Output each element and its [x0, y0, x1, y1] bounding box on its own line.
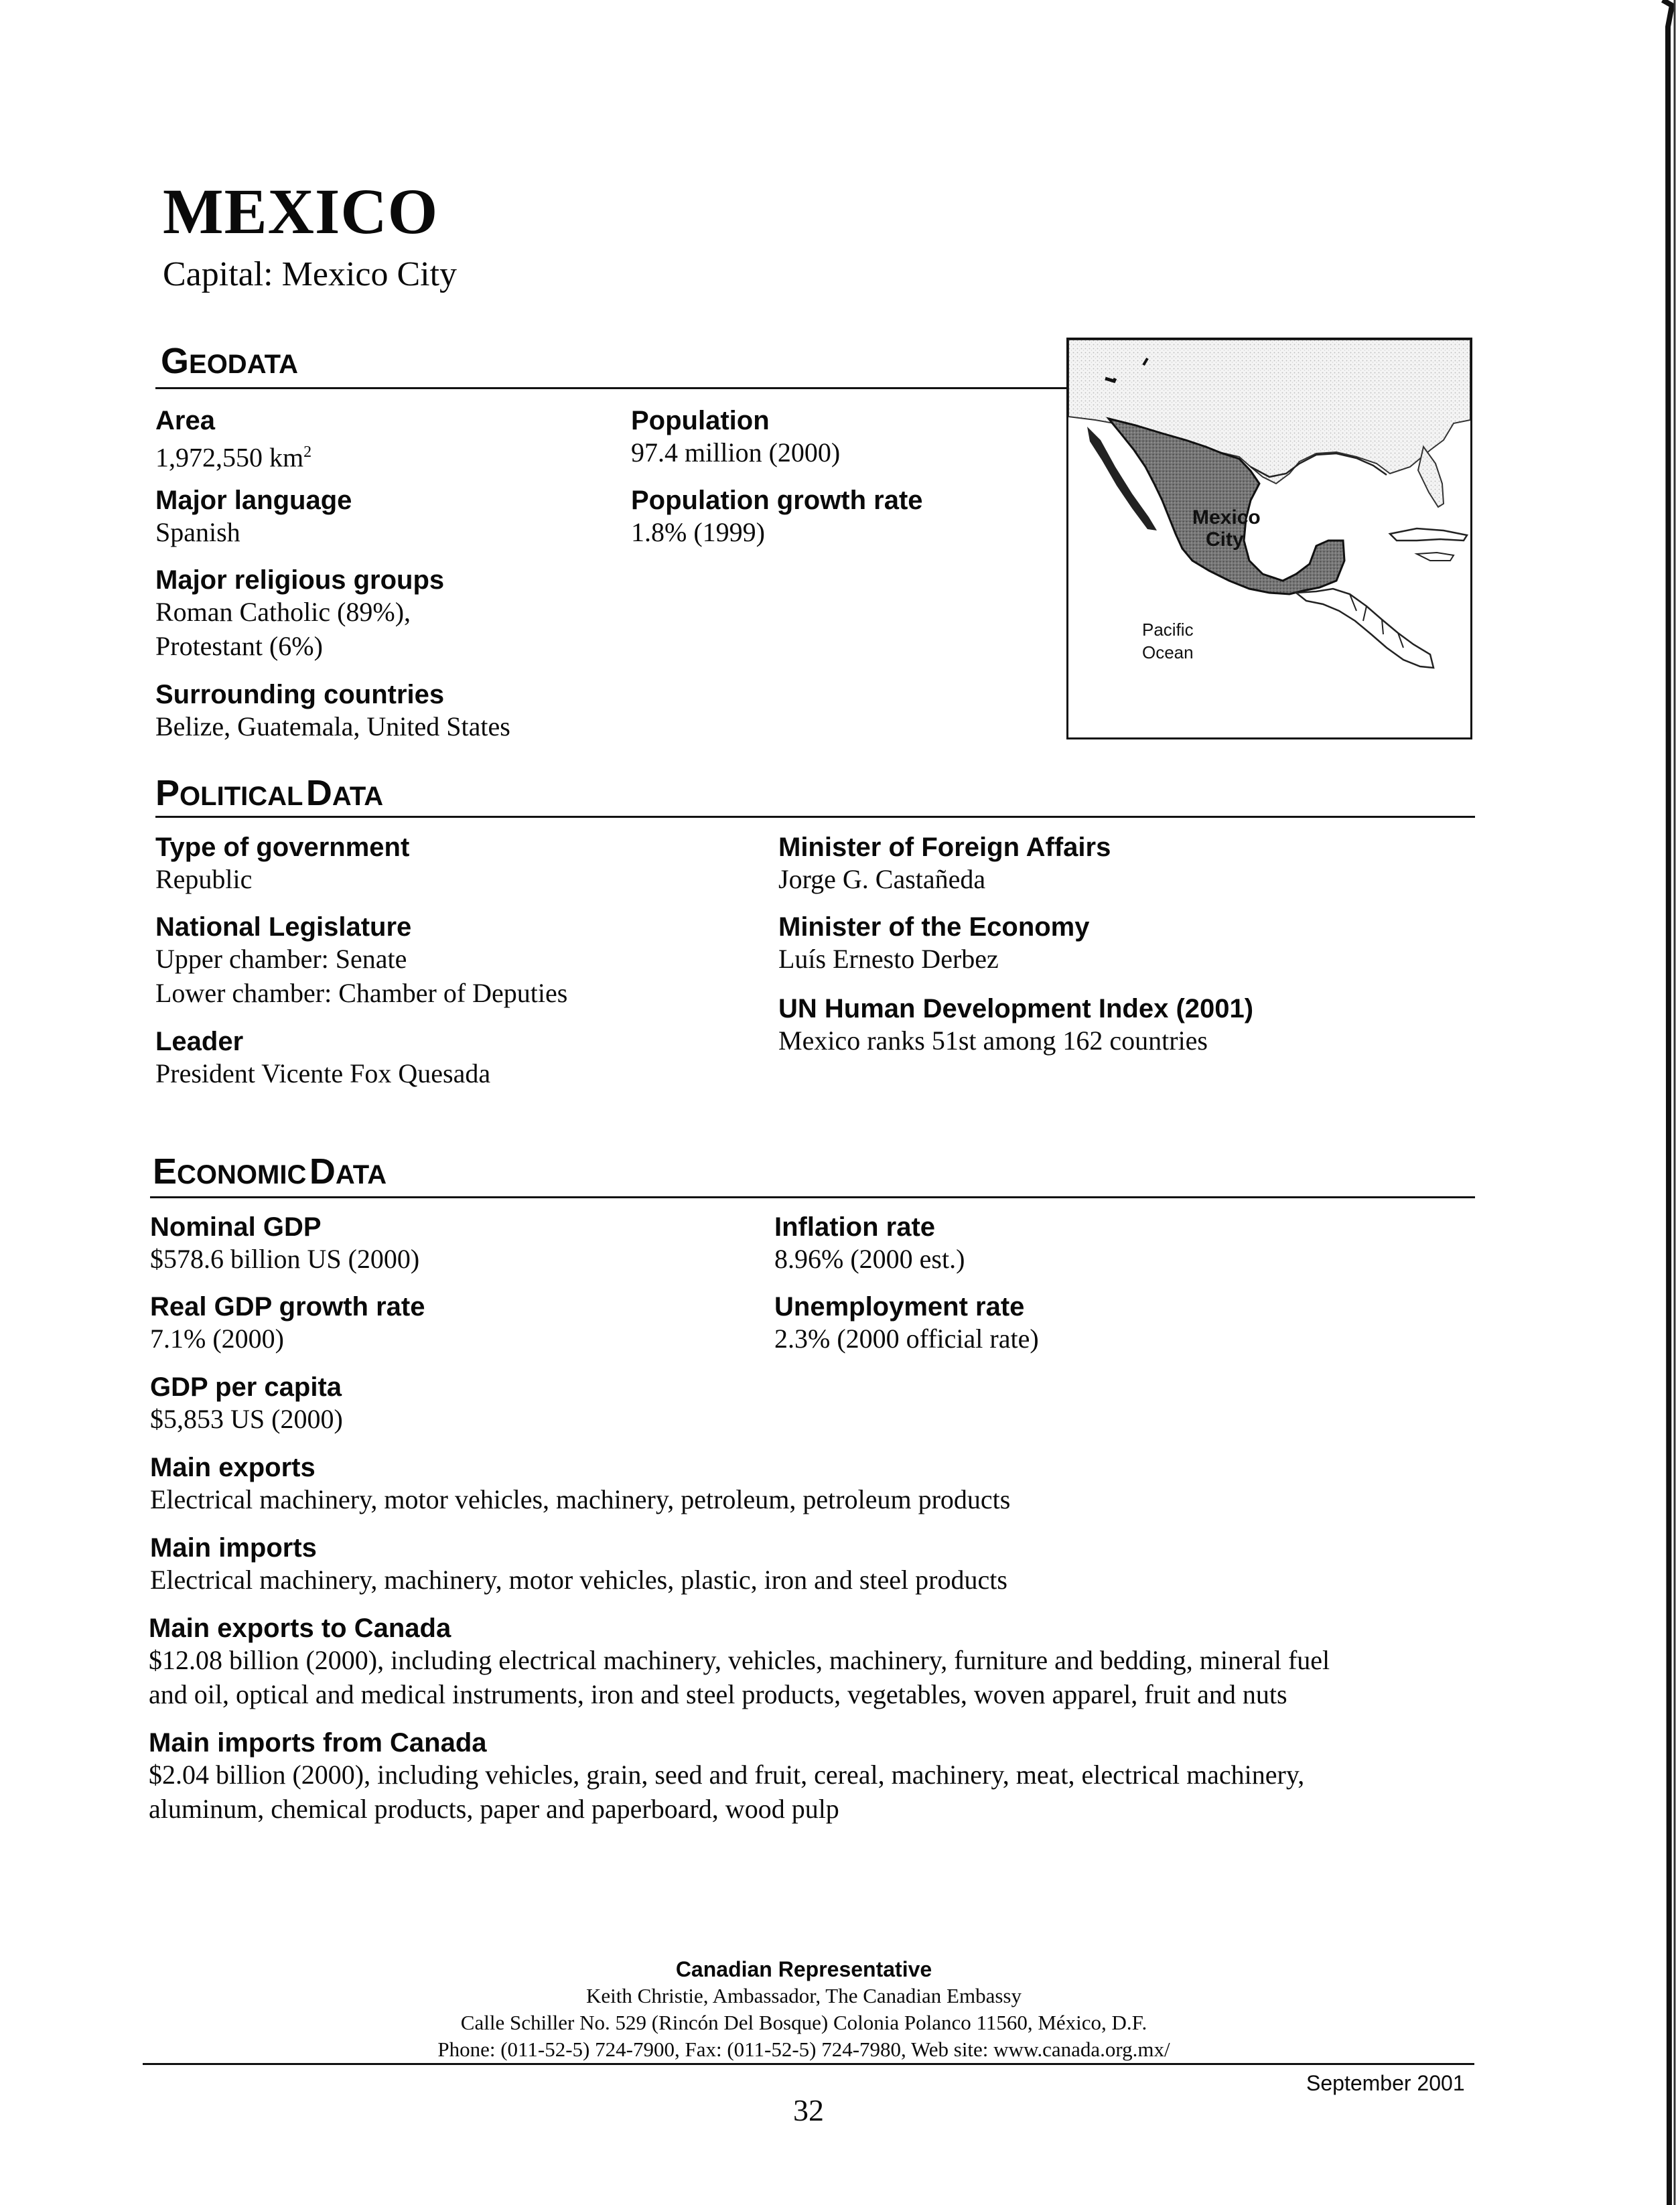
- religion-value-line2: Protestant (6%): [155, 631, 323, 661]
- exports-canada-label: Main exports to Canada: [149, 1614, 451, 1643]
- inflation-value: 8.96% (2000 est.): [774, 1244, 965, 1274]
- area-field: [155, 407, 311, 474]
- surrounding-field: [155, 681, 510, 743]
- imports-canada-field: [149, 1729, 1304, 1826]
- inflation-field: [774, 1214, 965, 1276]
- imports-canada-label: Main imports from Canada: [149, 1728, 487, 1758]
- legislature-field: [155, 914, 567, 1010]
- imports-label: Main imports: [150, 1533, 317, 1563]
- gdp-label: Nominal GDP: [150, 1212, 322, 1242]
- government-label: Type of government: [155, 833, 410, 862]
- gdp-growth-value: 7.1% (2000): [150, 1324, 284, 1354]
- surrounding-label: Surrounding countries: [155, 680, 445, 709]
- growth-label: Population growth rate: [631, 486, 923, 515]
- map-city-label-line2: City: [1206, 528, 1244, 551]
- footer-rep-line1: Keith Christie, Ambassador, The Canadian Embassy: [586, 1984, 1022, 2007]
- imports-canada-value-line1: $2.04 billion (2000), including vehicles, grain, seed and fruit, cereal, machinery, meat, electrical machinery,: [149, 1760, 1305, 1790]
- unemployment-value: 2.3% (2000 official rate): [774, 1324, 1039, 1354]
- foreign-minister-value: Jorge G. Castañeda: [778, 864, 986, 894]
- language-label: Major language: [155, 486, 352, 515]
- religion-value-line1: Roman Catholic (89%),: [155, 597, 411, 627]
- growth-field: [631, 487, 923, 549]
- growth-value: 1.8% (1999): [631, 517, 765, 547]
- population-label: Population: [631, 406, 770, 435]
- page-number: 32: [793, 2093, 824, 2127]
- religion-field: [155, 567, 444, 663]
- leader-value: President Vicente Fox Quesada: [155, 1058, 491, 1088]
- economic-heading: ECONOMIC DATA: [153, 1151, 387, 1192]
- florida-region: [1418, 447, 1444, 507]
- map-ocean-label-line2: Ocean: [1142, 642, 1194, 662]
- area-label: Area: [155, 406, 215, 435]
- legislature-value-line2: Lower chamber: Chamber of Deputies: [155, 978, 568, 1008]
- cuba-region: [1390, 528, 1467, 541]
- page-title: MEXICO: [163, 175, 439, 247]
- political-rule: [155, 816, 1475, 818]
- economy-minister-value: Luís Ernesto Derbez: [778, 944, 999, 974]
- footer-rep-heading: Canadian Representative: [675, 1957, 932, 1981]
- mexico-map: [1066, 338, 1472, 739]
- binder-edge: [1657, 0, 1680, 2205]
- gdp-growth-field: [150, 1293, 425, 1356]
- footer-date: September 2001: [1306, 2071, 1465, 2095]
- government-field: [155, 834, 409, 896]
- government-value: Republic: [155, 864, 253, 894]
- footer-rep-line3: Phone: (011-52-5) 724-7900, Fax: (011-52-5) 724-7980, Web site: www.canada.org.mx/: [437, 2038, 1170, 2061]
- page-subtitle: Capital: Mexico City: [163, 255, 458, 293]
- foreign-minister-label: Minister of Foreign Affairs: [778, 833, 1111, 862]
- footer-rule: [143, 2063, 1474, 2065]
- usa-region: [1068, 340, 1470, 484]
- gdp-capita-label: GDP per capita: [150, 1372, 342, 1402]
- exports-canada-value-line2: and oil, optical and medical instruments, iron and steel products, vegetables, woven apparel, fruit and nuts: [149, 1679, 1287, 1709]
- hdi-field: [778, 995, 1253, 1058]
- gdp-value: $578.6 billion US (2000): [150, 1244, 420, 1274]
- unemployment-label: Unemployment rate: [774, 1292, 1025, 1322]
- exports-value: Electrical machinery, motor vehicles, machinery, petroleum, petroleum products: [150, 1484, 1011, 1514]
- economy-minister-field: [778, 914, 1090, 976]
- language-field: [155, 487, 352, 549]
- hdi-value: Mexico ranks 51st among 162 countries: [778, 1025, 1208, 1056]
- map-city-label-line1: Mexico: [1192, 506, 1261, 528]
- geodata-heading: GEODATA: [161, 341, 298, 381]
- exports-field: [150, 1454, 1010, 1516]
- legislature-value-line1: Upper chamber: Senate: [155, 944, 407, 974]
- map-ocean-label-line1: Pacific: [1142, 620, 1194, 640]
- economy-minister-label: Minister of the Economy: [778, 912, 1090, 942]
- imports-value: Electrical machinery, machinery, motor vehicles, plastic, iron and steel products: [150, 1565, 1007, 1595]
- language-value: Spanish: [155, 517, 240, 547]
- leader-label: Leader: [155, 1027, 244, 1056]
- geodata-rule: [155, 387, 1068, 389]
- population-value: 97.4 million (2000): [631, 437, 841, 468]
- economic-rule: [150, 1196, 1475, 1198]
- exports-canada-value-line1: $12.08 billion (2000), including electrical machinery, vehicles, machinery, furniture and bedding, mineral fuel: [149, 1645, 1330, 1675]
- foreign-minister-field: [778, 834, 1111, 896]
- population-field: [631, 407, 840, 470]
- map-graphic: [1068, 340, 1470, 737]
- exports-canada-field: [149, 1615, 1330, 1711]
- exports-label: Main exports: [150, 1453, 316, 1482]
- imports-canada-value-line2: aluminum, chemical products, paper and paperboard, wood pulp: [149, 1794, 839, 1824]
- gdp-growth-label: Real GDP growth rate: [150, 1292, 425, 1322]
- hdi-label: UN Human Development Index (2001): [778, 994, 1254, 1023]
- gdp-capita-field: [150, 1374, 343, 1436]
- imports-field: [150, 1535, 1007, 1597]
- central-america-region: [1296, 589, 1433, 668]
- gdp-field: [150, 1214, 419, 1276]
- area-value: 1,972,550 $km^2$: [155, 442, 312, 473]
- legislature-label: National Legislature: [155, 912, 412, 942]
- political-heading: POLITICAL DATA: [155, 773, 384, 813]
- footer-rep-line2: Calle Schiller No. 529 (Rincón Del Bosque) Colonia Polanco 11560, México, D.F.: [460, 2011, 1147, 2034]
- inflation-label: Inflation rate: [774, 1212, 936, 1242]
- gdp-capita-value: $5,853 US (2000): [150, 1404, 343, 1434]
- leader-field: [155, 1028, 490, 1090]
- religion-label: Major religious groups: [155, 565, 445, 595]
- unemployment-field: [774, 1293, 1039, 1356]
- surrounding-value: Belize, Guatemala, United States: [155, 711, 510, 741]
